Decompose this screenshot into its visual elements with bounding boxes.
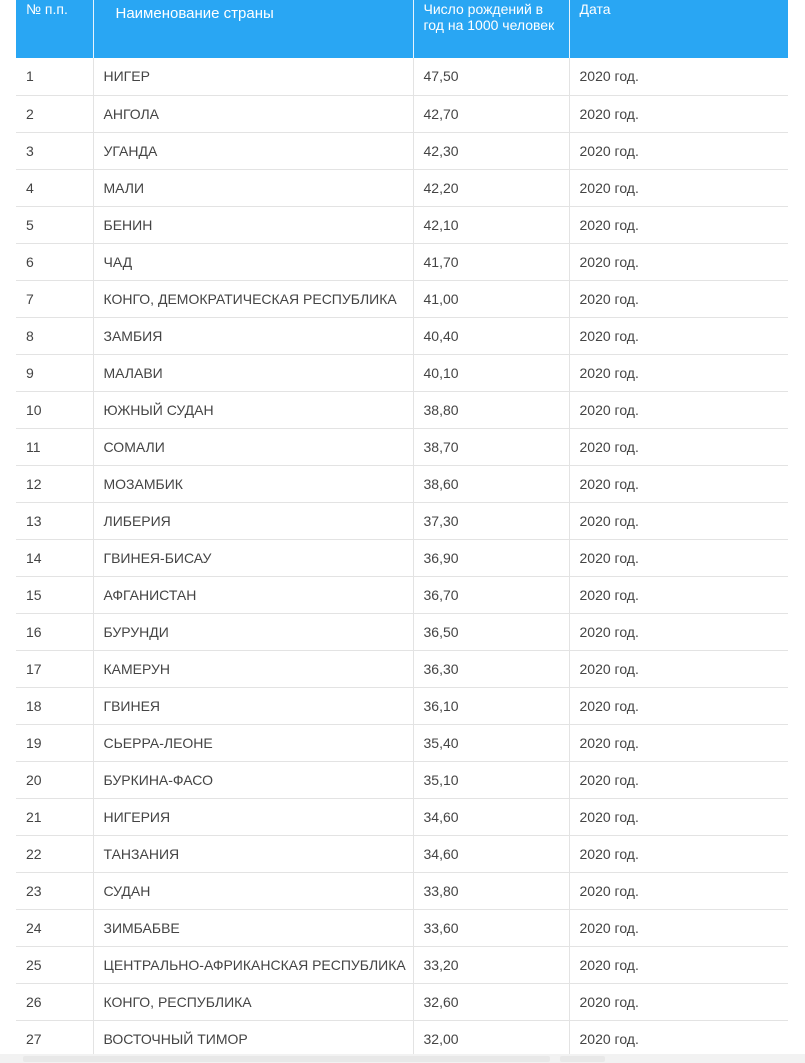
cell-number: 23	[16, 872, 93, 909]
cell-birth-rate: 41,70	[413, 243, 569, 280]
cell-date: 2020 год.	[569, 280, 788, 317]
cell-date: 2020 год.	[569, 835, 788, 872]
cell-country-name: СОМАЛИ	[93, 428, 413, 465]
cell-birth-rate: 47,50	[413, 58, 569, 95]
table-row	[16, 169, 788, 206]
cell-birth-rate: 35,40	[413, 724, 569, 761]
cell-date: 2020 год.	[569, 761, 788, 798]
cell-date: 2020 год.	[569, 354, 788, 391]
cell-country-name: ГВИНЕЯ	[93, 687, 413, 724]
cell-number: 6	[16, 243, 93, 280]
cell-date: 2020 год.	[569, 1020, 788, 1057]
table-row	[16, 724, 788, 761]
table-row	[16, 58, 788, 95]
cell-date: 2020 год.	[569, 317, 788, 354]
table-header	[16, 0, 788, 58]
table-row	[16, 835, 788, 872]
table-row	[16, 798, 788, 835]
cell-number: 10	[16, 391, 93, 428]
table-row	[16, 983, 788, 1020]
cell-country-name: АНГОЛА	[93, 95, 413, 132]
cell-number: 27	[16, 1020, 93, 1057]
cell-date: 2020 год.	[569, 946, 788, 983]
cell-number: 4	[16, 169, 93, 206]
cell-date: 2020 год.	[569, 428, 788, 465]
table-row	[16, 132, 788, 169]
cell-number: 7	[16, 280, 93, 317]
table-row	[16, 687, 788, 724]
cell-birth-rate: 38,70	[413, 428, 569, 465]
header-number: № п.п.	[16, 0, 93, 58]
table-row	[16, 650, 788, 687]
cell-country-name: СУДАН	[93, 872, 413, 909]
cell-number: 8	[16, 317, 93, 354]
cell-number: 14	[16, 539, 93, 576]
cell-date: 2020 год.	[569, 576, 788, 613]
cell-date: 2020 год.	[569, 724, 788, 761]
cell-number: 5	[16, 206, 93, 243]
cell-number: 18	[16, 687, 93, 724]
cell-birth-rate: 40,10	[413, 354, 569, 391]
cell-birth-rate: 32,60	[413, 983, 569, 1020]
cell-country-name: МАЛИ	[93, 169, 413, 206]
cell-date: 2020 год.	[569, 132, 788, 169]
cell-date: 2020 год.	[569, 798, 788, 835]
header-date: Дата	[569, 0, 788, 58]
cell-birth-rate: 36,30	[413, 650, 569, 687]
table-row	[16, 95, 788, 132]
cell-birth-rate: 34,60	[413, 835, 569, 872]
cell-number: 2	[16, 95, 93, 132]
header-birth-rate: Число рождений в год на 1000 человек	[413, 0, 569, 58]
cell-country-name: ЗИМБАБВЕ	[93, 909, 413, 946]
cell-country-name: БУРКИНА-ФАСО	[93, 761, 413, 798]
cell-number: 25	[16, 946, 93, 983]
cell-date: 2020 год.	[569, 687, 788, 724]
cell-date: 2020 год.	[569, 983, 788, 1020]
cell-birth-rate: 36,70	[413, 576, 569, 613]
cell-date: 2020 год.	[569, 539, 788, 576]
table-row	[16, 428, 788, 465]
cell-country-name: АФГАНИСТАН	[93, 576, 413, 613]
cell-date: 2020 год.	[569, 909, 788, 946]
cell-country-name: КОНГО, ДЕМОКРАТИЧЕСКАЯ РЕСПУБЛИКА	[93, 280, 413, 317]
table-row	[16, 872, 788, 909]
cell-birth-rate: 36,50	[413, 613, 569, 650]
cell-date: 2020 год.	[569, 58, 788, 95]
cell-number: 11	[16, 428, 93, 465]
cell-date: 2020 год.	[569, 169, 788, 206]
cell-birth-rate: 33,60	[413, 909, 569, 946]
cell-country-name: УГАНДА	[93, 132, 413, 169]
cell-number: 1	[16, 58, 93, 95]
cell-date: 2020 год.	[569, 613, 788, 650]
table-row	[16, 206, 788, 243]
table-row	[16, 502, 788, 539]
scrollbar-thumb[interactable]	[23, 1056, 550, 1062]
cell-number: 20	[16, 761, 93, 798]
cell-date: 2020 год.	[569, 206, 788, 243]
cell-number: 24	[16, 909, 93, 946]
cell-number: 19	[16, 724, 93, 761]
cell-country-name: БЕНИН	[93, 206, 413, 243]
cell-birth-rate: 42,20	[413, 169, 569, 206]
cell-birth-rate: 41,00	[413, 280, 569, 317]
cell-birth-rate: 36,90	[413, 539, 569, 576]
cell-country-name: МОЗАМБИК	[93, 465, 413, 502]
table-row	[16, 465, 788, 502]
cell-number: 22	[16, 835, 93, 872]
cell-number: 17	[16, 650, 93, 687]
cell-country-name: ЦЕНТРАЛЬНО-АФРИКАНСКАЯ РЕСПУБЛИКА	[93, 946, 413, 983]
cell-country-name: БУРУНДИ	[93, 613, 413, 650]
cell-country-name: СЬЕРРА-ЛЕОНЕ	[93, 724, 413, 761]
header-country-name: Наименование страны	[93, 0, 413, 58]
cell-date: 2020 год.	[569, 465, 788, 502]
cell-birth-rate: 33,80	[413, 872, 569, 909]
cell-birth-rate: 42,70	[413, 95, 569, 132]
cell-number: 26	[16, 983, 93, 1020]
cell-birth-rate: 32,00	[413, 1020, 569, 1057]
cell-birth-rate: 42,30	[413, 132, 569, 169]
cell-country-name: НИГЕР	[93, 58, 413, 95]
cell-country-name: ТАНЗАНИЯ	[93, 835, 413, 872]
cell-birth-rate: 33,20	[413, 946, 569, 983]
cell-country-name: ГВИНЕЯ-БИСАУ	[93, 539, 413, 576]
cell-date: 2020 год.	[569, 243, 788, 280]
table-row	[16, 280, 788, 317]
cell-country-name: ЛИБЕРИЯ	[93, 502, 413, 539]
cell-birth-rate: 36,10	[413, 687, 569, 724]
cell-country-name: МАЛАВИ	[93, 354, 413, 391]
cell-date: 2020 год.	[569, 95, 788, 132]
cell-birth-rate: 34,60	[413, 798, 569, 835]
cell-country-name: НИГЕРИЯ	[93, 798, 413, 835]
table-row	[16, 946, 788, 983]
cell-number: 21	[16, 798, 93, 835]
cell-birth-rate: 37,30	[413, 502, 569, 539]
cell-number: 16	[16, 613, 93, 650]
cell-country-name: ЧАД	[93, 243, 413, 280]
table-row	[16, 317, 788, 354]
table-row	[16, 613, 788, 650]
cell-birth-rate: 35,10	[413, 761, 569, 798]
table-row	[16, 1020, 788, 1057]
scrollbar-track-segment[interactable]	[560, 1056, 605, 1062]
header-row	[16, 0, 788, 58]
cell-country-name: КОНГО, РЕСПУБЛИКА	[93, 983, 413, 1020]
cell-date: 2020 год.	[569, 391, 788, 428]
cell-birth-rate: 38,80	[413, 391, 569, 428]
cell-number: 15	[16, 576, 93, 613]
cell-date: 2020 год.	[569, 502, 788, 539]
table-row	[16, 909, 788, 946]
table-row	[16, 539, 788, 576]
cell-birth-rate: 38,60	[413, 465, 569, 502]
cell-birth-rate: 42,10	[413, 206, 569, 243]
cell-country-name: КАМЕРУН	[93, 650, 413, 687]
birth-rate-table	[16, 0, 788, 1058]
cell-country-name: ЗАМБИЯ	[93, 317, 413, 354]
cell-number: 12	[16, 465, 93, 502]
table-row	[16, 391, 788, 428]
cell-number: 9	[16, 354, 93, 391]
horizontal-scrollbar[interactable]	[0, 1054, 805, 1063]
birth-rate-table-container	[16, 0, 788, 1058]
table-row	[16, 576, 788, 613]
cell-date: 2020 год.	[569, 872, 788, 909]
cell-country-name: ВОСТОЧНЫЙ ТИМОР	[93, 1020, 413, 1057]
cell-number: 3	[16, 132, 93, 169]
cell-birth-rate: 40,40	[413, 317, 569, 354]
cell-date: 2020 год.	[569, 650, 788, 687]
cell-country-name: ЮЖНЫЙ СУДАН	[93, 391, 413, 428]
table-row	[16, 354, 788, 391]
table-body	[16, 58, 788, 1057]
table-row	[16, 243, 788, 280]
table-row	[16, 761, 788, 798]
cell-number: 13	[16, 502, 93, 539]
